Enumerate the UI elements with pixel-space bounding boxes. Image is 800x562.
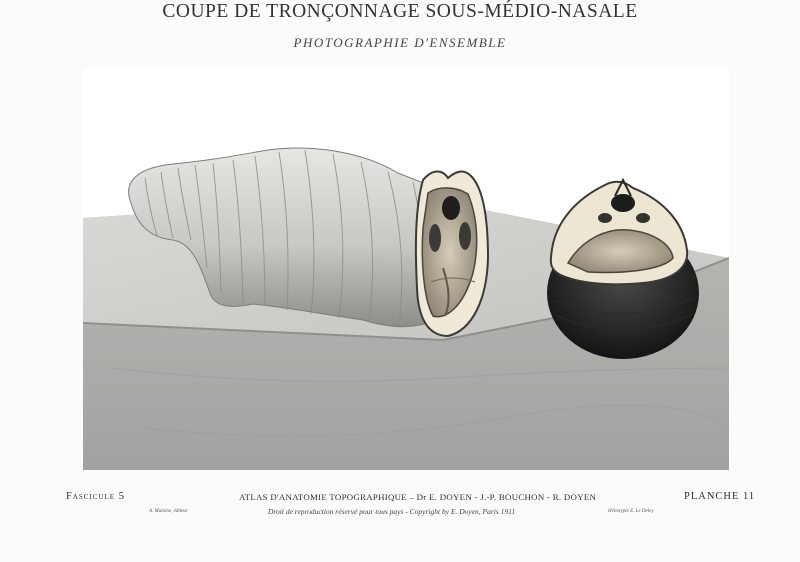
printer-credit: Héliotypie E. Le Deley: [608, 509, 654, 514]
plate-title: COUPE DE TRONÇONNAGE SOUS-MÉDIO-NASALE: [162, 1, 638, 22]
atlas-credit: ATLAS D'ANATOMIE TOPOGRAPHIQUE – Dr E. DOYEN - J.-P. BOUCHON - R. DOYEN: [239, 492, 597, 502]
copyright-notice: Droit de reproduction réservé pour tous pays - Copyright by E. Doyen, Paris 1911: [268, 507, 516, 516]
editor-credit: A. Maloine, éditeur: [149, 509, 188, 514]
planche-label: PLANCHE 11: [684, 491, 756, 502]
plate-subtitle: PHOTOGRAPHIE D'ENSEMBLE: [293, 35, 507, 50]
sectioned-head-left: [416, 172, 488, 337]
severed-head-right: [547, 180, 699, 359]
fascicule-label: Fascicule 5: [66, 491, 125, 502]
anatomical-photograph: [83, 68, 729, 470]
